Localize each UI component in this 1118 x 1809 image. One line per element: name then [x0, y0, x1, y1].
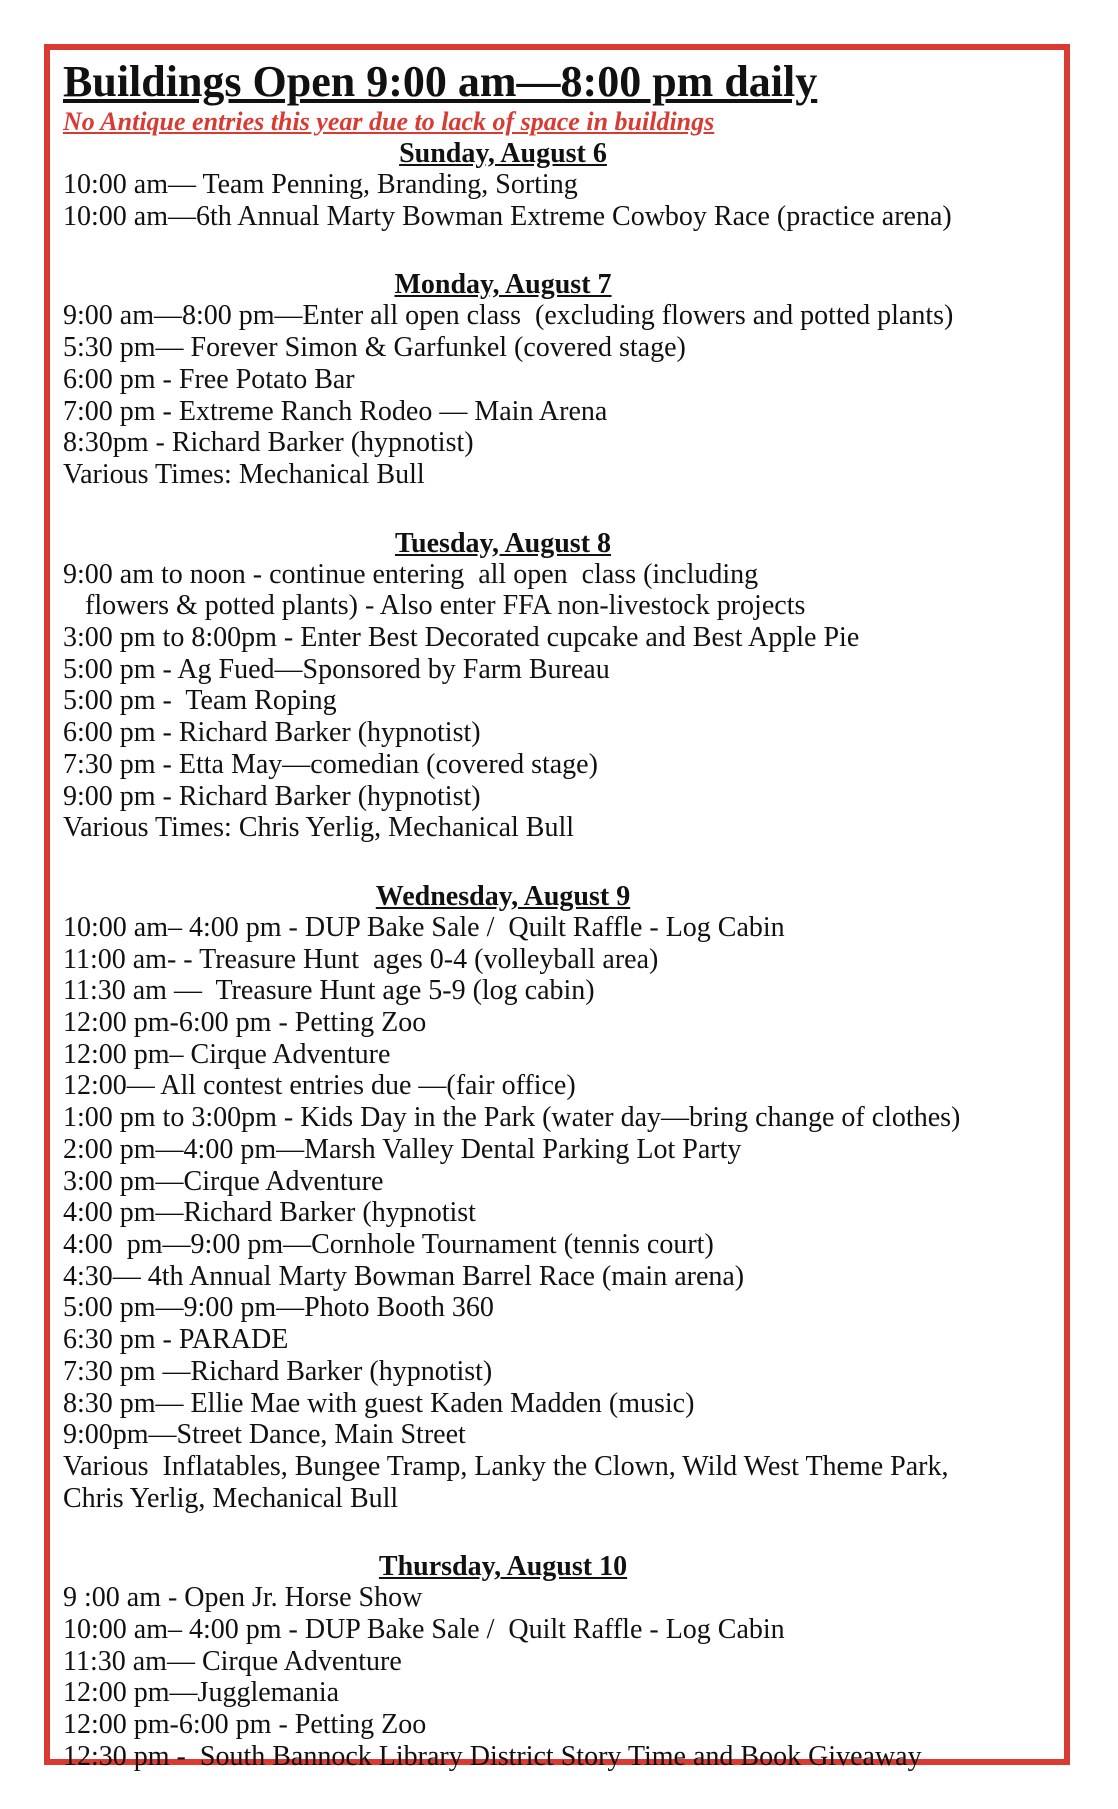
- schedule-entry-continued: flowers & potted plants) - Also enter FFA non-livestock projects: [85, 590, 806, 622]
- section-gap: [63, 844, 1063, 881]
- schedule-entry: 12:30 pm - South Bannock Library District Story Time and Book Giveaway: [63, 1740, 922, 1772]
- schedule-entry: 7:30 pm —Richard Barker (hypnotist): [63, 1355, 493, 1387]
- schedule-entry: 8:30pm - Richard Barker (hypnotist): [63, 427, 474, 459]
- page-title: Buildings Open 9:00 am—8:00 pm daily: [63, 57, 818, 106]
- day-heading: Thursday, August 10: [378, 1551, 628, 1583]
- schedule-entry: 6:00 pm - Richard Barker (hypnotist): [63, 717, 481, 749]
- schedule-entry: 11:00 am- - Treasure Hunt ages 0-4 (volleyball area): [63, 943, 659, 975]
- schedule-entry: 5:00 pm—9:00 pm—Photo Booth 360: [63, 1292, 494, 1324]
- schedule-entry: 12:00 pm-6:00 pm - Petting Zoo: [63, 1709, 427, 1741]
- schedule-entry: 6:30 pm - PARADE: [63, 1324, 289, 1356]
- day-heading: Tuesday, August 8: [394, 527, 612, 559]
- day-section-sunday: [63, 138, 1063, 232]
- day-section-monday: [63, 269, 1063, 490]
- section-gap: [63, 232, 1063, 269]
- schedule-entry: 4:00 pm—9:00 pm—Cornhole Tournament (tennis court): [63, 1228, 714, 1260]
- day-heading: Wednesday, August 9: [375, 880, 631, 912]
- schedule-entry: Various Times: Chris Yerlig, Mechanical Bull: [63, 812, 575, 844]
- schedule-content: [63, 58, 1063, 1773]
- schedule-entry: 10:00 am– 4:00 pm - DUP Bake Sale / Quilt Raffle - Log Cabin: [63, 911, 785, 943]
- schedule-entry: 5:00 pm - Team Roping: [63, 685, 337, 717]
- schedule-entry: 10:00 am—6th Annual Marty Bowman Extreme Cowboy Race (practice arena): [63, 200, 952, 232]
- schedule-entry: 9:00 am—8:00 pm—Enter all open class (excluding flowers and potted plants): [63, 300, 954, 332]
- schedule-entry: 12:00 pm– Cirque Adventure: [63, 1038, 391, 1070]
- schedule-entry: 4:00 pm—Richard Barker (hypnotist: [63, 1197, 476, 1229]
- schedule-entry: Various Times: Mechanical Bull: [63, 458, 425, 490]
- schedule-entry: 12:00 pm—Jugglemania: [63, 1677, 340, 1709]
- schedule-entry: 8:30 pm— Ellie Mae with guest Kaden Madden (music): [63, 1387, 695, 1419]
- schedule-entry: 5:00 pm - Ag Fued—Sponsored by Farm Bureau: [63, 653, 610, 685]
- schedule-entry: 10:00 am– 4:00 pm - DUP Bake Sale / Quilt Raffle - Log Cabin: [63, 1614, 785, 1646]
- schedule-entry: 12:00— All contest entries due —(fair office): [63, 1070, 576, 1102]
- schedule-entry: 9 :00 am - Open Jr. Horse Show: [63, 1582, 423, 1614]
- schedule-entry: 9:00 pm - Richard Barker (hypnotist): [63, 780, 481, 812]
- schedule-entry: 7:30 pm - Etta May—comedian (covered stage): [63, 748, 598, 780]
- schedule-entry: 11:30 am— Cirque Adventure: [63, 1645, 402, 1677]
- schedule-entry: 2:00 pm—4:00 pm—Marsh Valley Dental Parking Lot Party: [63, 1133, 742, 1165]
- schedule-entry: 3:00 pm to 8:00pm - Enter Best Decorated cupcake and Best Apple Pie: [63, 622, 860, 654]
- schedule-entry: 3:00 pm—Cirque Adventure: [63, 1165, 384, 1197]
- schedule-entry: 7:00 pm - Extreme Ranch Rodeo — Main Arena: [63, 395, 608, 427]
- section-gap: [63, 491, 1063, 528]
- day-section-tuesday: [63, 528, 1063, 844]
- schedule-entry: 9:00pm—Street Dance, Main Street: [63, 1419, 466, 1451]
- schedule-entry: 12:00 pm-6:00 pm - Petting Zoo: [63, 1007, 427, 1039]
- schedule-entry: 5:30 pm— Forever Simon & Garfunkel (covered stage): [63, 332, 686, 364]
- section-gap: [63, 1514, 1063, 1551]
- schedule-entry: 4:30— 4th Annual Marty Bowman Barrel Race (main arena): [63, 1260, 745, 1292]
- schedule-entry: 11:30 am — Treasure Hunt age 5-9 (log cabin): [63, 975, 595, 1007]
- day-heading: Monday, August 7: [394, 269, 612, 301]
- day-heading: Sunday, August 6: [399, 138, 607, 169]
- schedule-entry: 6:00 pm - Free Potato Bar: [63, 363, 355, 395]
- schedule-entry-continued: Chris Yerlig, Mechanical Bull: [63, 1482, 399, 1514]
- day-section-thursday: [63, 1551, 1063, 1772]
- schedule-entry: 9:00 am to noon - continue entering all open class (including: [63, 558, 759, 590]
- antique-notice: No Antique entries this year due to lack of space in buildings: [63, 107, 715, 136]
- schedule-entry: 1:00 pm to 3:00pm - Kids Day in the Park (water day—bring change of clothes): [63, 1102, 961, 1134]
- day-section-wednesday: [63, 881, 1063, 1514]
- schedule-entry: 10:00 am— Team Penning, Branding, Sorting: [63, 169, 578, 200]
- schedule-entry: Various Inflatables, Bungee Tramp, Lanky the Clown, Wild West Theme Park,: [63, 1450, 949, 1482]
